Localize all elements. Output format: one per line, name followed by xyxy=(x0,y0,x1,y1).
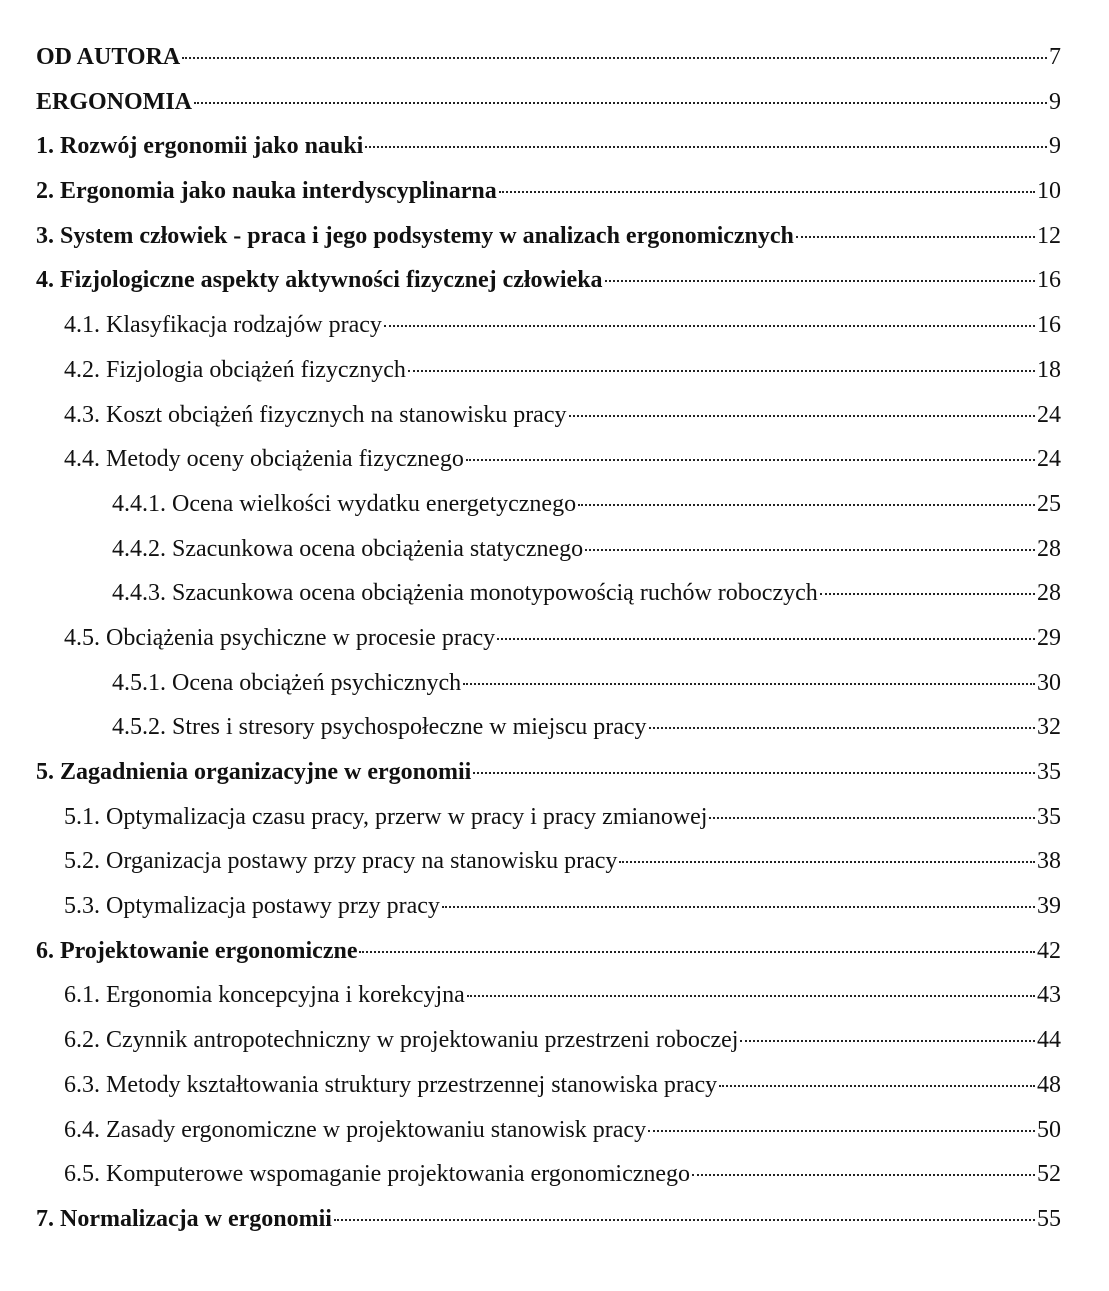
toc-entry-title: OD AUTORA xyxy=(36,44,181,70)
dot-leader xyxy=(499,191,1035,193)
toc-entry-page-number: 25 xyxy=(1037,490,1061,517)
toc-entry-page-number: 35 xyxy=(1037,803,1061,830)
dot-leader xyxy=(649,727,1035,729)
toc-entry-page-number: 44 xyxy=(1037,1027,1061,1054)
toc-entry-title: 4.1. Klasyfikacja rodzajów pracy xyxy=(64,312,382,339)
toc-entry-title: 5. Zagadnienia organizacyjne w ergonomii xyxy=(36,759,472,785)
toc-entry xyxy=(0,580,1109,625)
toc-entry xyxy=(0,1117,1109,1162)
toc-entry-page-number: 28 xyxy=(1037,580,1061,607)
toc-entry xyxy=(0,759,1109,804)
toc-entry xyxy=(0,357,1109,402)
toc-entry xyxy=(0,848,1109,893)
toc-entry xyxy=(0,714,1109,759)
toc-entry-page-number: 28 xyxy=(1037,535,1061,562)
toc-entry-title: 4.4. Metody oceny obciążenia fizycznego xyxy=(64,446,464,473)
toc-entry-title: 4.5.2. Stres i stresory psychospołeczne w miejscu pracy xyxy=(112,714,647,741)
toc-entry-page-number: 10 xyxy=(1037,178,1061,205)
toc-entry-page-number: 18 xyxy=(1037,356,1061,383)
toc-entry-title: 4.4.2. Szacunkowa ocena obciążenia statycznego xyxy=(112,535,584,562)
dot-leader xyxy=(585,549,1035,551)
dot-leader xyxy=(473,772,1035,774)
toc-entry-page-number: 38 xyxy=(1037,848,1061,875)
toc-entry-title: 6.5. Komputerowe wspomaganie projektowania ergonomicznego xyxy=(64,1161,691,1188)
toc-entry-title: 1. Rozwój ergonomii jako nauki xyxy=(36,133,364,160)
toc-entry xyxy=(0,491,1109,536)
toc-entry-title: 4. Fizjologiczne aspekty aktywności fizycznej człowieka xyxy=(36,267,603,294)
toc-entry-title: ERGONOMIA xyxy=(36,88,192,115)
toc-entry-title: 4.4.1. Ocena wielkości wydatku energetycznego xyxy=(112,490,577,517)
toc-entry xyxy=(0,312,1109,357)
toc-entry xyxy=(0,625,1109,670)
dot-leader xyxy=(408,370,1035,372)
dot-leader xyxy=(569,415,1036,417)
toc-entry xyxy=(0,938,1109,983)
toc-entry-title: 6.2. Czynnik antropotechniczny w projektowaniu przestrzeni roboczej xyxy=(64,1027,739,1054)
dot-leader xyxy=(619,861,1035,863)
toc-entry-page-number: 42 xyxy=(1037,937,1061,964)
dot-leader xyxy=(442,906,1035,908)
toc-entry-title: 6. Projektowanie ergonomiczne xyxy=(36,937,358,964)
toc-entry-page-number: 32 xyxy=(1037,714,1061,741)
dot-leader xyxy=(466,459,1035,461)
toc-entry xyxy=(0,1161,1109,1206)
dot-leader xyxy=(463,683,1035,685)
toc-entry-page-number: 24 xyxy=(1037,446,1061,473)
toc-entry-page-number: 43 xyxy=(1037,982,1061,1009)
toc-entry-title: 4.2. Fizjologia obciążeń fizycznych xyxy=(64,356,406,383)
dot-leader xyxy=(365,146,1047,148)
toc-entry xyxy=(0,536,1109,581)
toc-entry-page-number: 12 xyxy=(1037,222,1061,249)
toc-entry-title: 5.3. Optymalizacja postawy przy pracy xyxy=(64,893,440,920)
toc-entry-page-number: 7 xyxy=(1049,44,1061,70)
toc-entry xyxy=(0,893,1109,938)
toc-entry xyxy=(0,670,1109,715)
dot-leader xyxy=(578,504,1035,506)
dot-leader xyxy=(605,280,1035,282)
dot-leader xyxy=(182,57,1047,59)
toc-entry-page-number: 9 xyxy=(1049,133,1061,160)
dot-leader xyxy=(334,1219,1035,1221)
toc-entry xyxy=(0,267,1109,312)
toc-entry-title: 5.1. Optymalizacja czasu pracy, przerw w pracy i pracy zmianowej xyxy=(64,803,708,830)
toc-entry-title: 4.5.1. Ocena obciążeń psychicznych xyxy=(112,669,462,696)
toc-entry-title: 4.3. Koszt obciążeń fizycznych na stanowisku pracy xyxy=(64,401,567,428)
dot-leader xyxy=(194,102,1047,104)
toc-entry-title: 6.4. Zasady ergonomiczne w projektowaniu stanowisk pracy xyxy=(64,1116,647,1143)
toc-entry xyxy=(0,1027,1109,1072)
toc-entry xyxy=(0,133,1109,178)
toc-entry xyxy=(0,804,1109,849)
toc-entry-page-number: 16 xyxy=(1037,267,1061,294)
dot-leader xyxy=(359,951,1035,953)
toc-entry xyxy=(0,223,1109,268)
dot-leader xyxy=(648,1130,1035,1132)
toc-entry-title: 4.5. Obciążenia psychiczne w procesie pracy xyxy=(64,624,496,651)
toc-entry-title: 4.4.3. Szacunkowa ocena obciążenia monotypowością ruchów roboczych xyxy=(112,580,818,607)
toc-entry xyxy=(0,446,1109,491)
dot-leader xyxy=(497,638,1035,640)
dot-leader xyxy=(467,995,1035,997)
toc-entry xyxy=(0,402,1109,447)
toc-entry-page-number: 30 xyxy=(1037,669,1061,696)
toc-entry-title: 6.1. Ergonomia koncepcyjna i korekcyjna xyxy=(64,982,465,1009)
toc-entry-page-number: 55 xyxy=(1037,1205,1061,1232)
toc-entry-title: 3. System człowiek - praca i jego podsystemy w analizach ergonomicznych xyxy=(36,222,794,249)
toc-entry-page-number: 50 xyxy=(1037,1116,1061,1143)
dot-leader xyxy=(796,236,1035,238)
toc-entry-page-number: 35 xyxy=(1037,759,1061,785)
dot-leader xyxy=(820,593,1035,595)
toc-entry xyxy=(0,1072,1109,1117)
toc-entry-page-number: 52 xyxy=(1037,1161,1061,1188)
toc-entry-page-number: 16 xyxy=(1037,312,1061,339)
toc-entry-page-number: 24 xyxy=(1037,401,1061,428)
dot-leader xyxy=(692,1174,1035,1176)
toc-entry-page-number: 9 xyxy=(1049,88,1061,115)
table-of-contents xyxy=(0,44,1109,1251)
toc-entry-page-number: 29 xyxy=(1037,624,1061,651)
toc-entry xyxy=(0,89,1109,134)
dot-leader xyxy=(740,1040,1035,1042)
dot-leader xyxy=(384,325,1035,327)
dot-leader xyxy=(709,817,1035,819)
toc-entry xyxy=(0,178,1109,223)
dot-leader xyxy=(719,1085,1035,1087)
toc-entry xyxy=(0,982,1109,1027)
toc-entry-title: 2. Ergonomia jako nauka interdyscyplinarna xyxy=(36,178,497,205)
toc-entry xyxy=(0,44,1109,89)
toc-entry-title: 6.3. Metody kształtowania struktury przestrzennej stanowiska pracy xyxy=(64,1071,718,1098)
toc-entry-title: 5.2. Organizacja postawy przy pracy na stanowisku pracy xyxy=(64,848,618,875)
toc-entry xyxy=(0,1206,1109,1251)
toc-entry-title: 7. Normalizacja w ergonomii xyxy=(36,1205,332,1232)
toc-entry-page-number: 48 xyxy=(1037,1071,1061,1098)
toc-entry-page-number: 39 xyxy=(1037,893,1061,920)
